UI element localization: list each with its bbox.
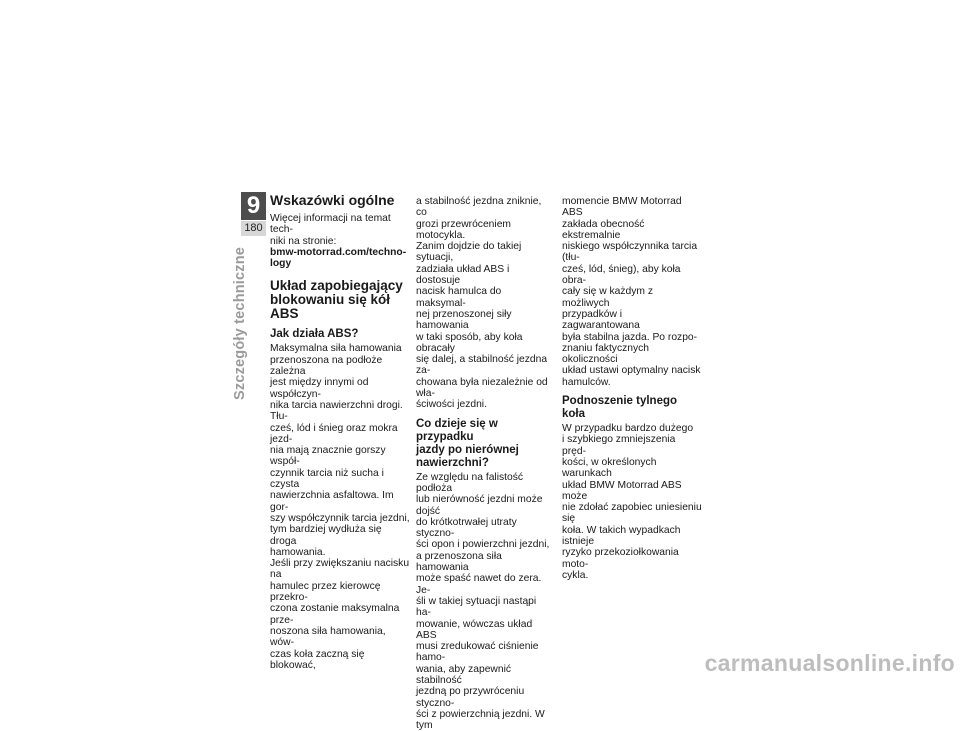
paragraph-more-info: Więcej informacji na temat tech- niki na stronie: <box>270 213 391 247</box>
chapter-side-title: Szczegóły techniczne <box>232 246 248 400</box>
paragraph-low-friction: momencie BMW Motorrad ABS zakłada obecność ekstremalnie niskiego współczynnika tarcia (tłu- cześ, lód, śnieg), aby koła obra- cały się w każdym z możliwych przypadków i zagwarantowana była stabilna jazda. Po rozpo- znaniu faktycznych okoliczności układ ustawi optymalny nacisk hamulców. <box>562 196 701 388</box>
watermark: carmanualsonline.info <box>704 650 955 676</box>
heading-how-abs-works: Jak działa ABS? <box>270 328 359 341</box>
chapter-tab <box>241 192 266 237</box>
heading-abs: Układ zapobiegający blokowaniu się kół ABS <box>270 278 403 322</box>
paragraph-stability: a stabilność jezdna zniknie, co grozi przewróceniem motocykla. Zanim dojdzie do takiej sytuacji, zadziała układ ABS i dostosuje nacisk hamulca do maksymal- nej przenoszonej siły hamowania w taki sposób, aby koła obracały się dalej, a stabilność jezdna za- chowana była niezależnie od wła- ściwości jezdni. <box>416 196 548 411</box>
technology-link[interactable]: bmw-motorrad.com/techno- logy <box>270 246 407 270</box>
column-1 <box>270 192 410 671</box>
column-3 <box>562 196 702 581</box>
chapter-number: 9 <box>241 192 266 220</box>
heading-rear-wheel-lift: Podnoszenie tylnego koła <box>562 395 678 421</box>
paragraph-braking-force: Maksymalna siła hamowania przenoszona na podłoże zależna jest między innymi od współczyn- nika tarcia nawierzchni drogi. Tłu- cześ, lód i śnieg oraz mokra jezd- nia mają znacznie gorszy współ- czynnik tarcia niż sucha i czysta nawierzchnia asfaltowa. Im gor- szy współczynnik tarcia jezdni, tym bardziej wydłuża się droga hamowania. <box>270 343 410 558</box>
heading-uneven-surface: Co dzieje się w przypadku jazdy po nierównej nawierzchni? <box>416 417 519 469</box>
page-number: 180 <box>241 221 266 236</box>
heading-general-notes: Wskazówki ogólne <box>270 192 395 208</box>
paragraph-uneven-surface: Ze względu na falistość podłoża lub nierówność jezdni może dojść do krótkotrwałej utraty styczno- ści opon i powierzchni jezdni, a przenoszona siła hamowania może spaść nawet do zera. Je- śli w takiej sytuacji nastąpi ha- mowanie, wówczas układ ABS musi zredukować ciśnienie hamo- wania, aby zapewnić stabilność jezdną po przywróceniu styczno- ści z powierzchnią jezdni. W tym <box>416 471 550 731</box>
column-2 <box>416 196 552 731</box>
paragraph-wheel-lock: Jeśli przy zwiększaniu nacisku na hamulec przez kierowcę przekro- czona zostanie maksymalna prze- noszona siła hamowania, wów- czas koła zaczną się blokować, <box>270 558 410 671</box>
paragraph-rear-wheel-lift: W przypadku bardzo dużego i szybkiego zmniejszenia pręd- kości, w określonych warunkach układ BMW Motorrad ABS może nie zdołać zapobiec uniesieniu się koła. W takich wypadkach istnieje ryzyko przekoziołkowania moto- cykla. <box>562 423 702 581</box>
